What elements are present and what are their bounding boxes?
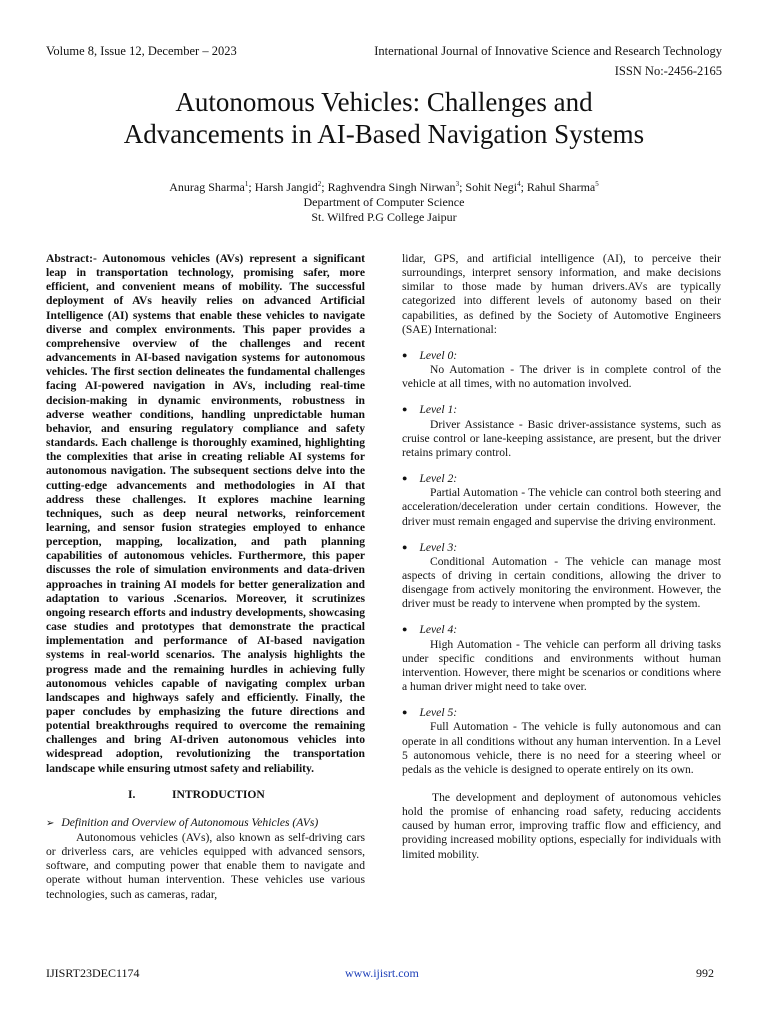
level-label: Level 0: (419, 348, 458, 362)
subsection-heading (46, 816, 365, 831)
level-item (402, 349, 721, 391)
issn: ISSN No:-2456-2165 (614, 64, 722, 78)
author-affiliation-mark: 1 (244, 180, 249, 188)
bullet-icon: ● (402, 707, 408, 718)
paper-title-line-1: Autonomous Vehicles: Challenges and (175, 87, 593, 117)
author-name: Rahul Sharma (526, 180, 596, 194)
author-name: Sohit Negi (465, 180, 518, 194)
level-description: No Automation - The driver is in complete control of the vehicle at all times, with no automation involved. (402, 363, 721, 391)
left-column (46, 252, 365, 902)
intro-paragraph-continued: lidar, GPS, and artificial intelligence (AI), to perceive their surroundings, interpret sensory information, and make decisions similar to those made by human drivers.AVs are typically categorized into different levels of autonomy based on their capabilities, as defined by the Society of Automotive Engineers (SAE) International: (402, 252, 721, 336)
section-heading (46, 788, 365, 802)
paper-id: IJISRT23DEC1174 (46, 966, 140, 980)
level-description: Driver Assistance - Basic driver-assistance systems, such as cruise control or lane-keeping assistance, are present, but the driver retains primary control. (402, 417, 721, 459)
author-affiliation-mark: 3 (455, 180, 460, 188)
arrow-bullet-icon: ➢ (46, 817, 55, 829)
abstract: Abstract:- Autonomous vehicles (AVs) represent a significant leap in transportation technology, promising safer, more efficient, and convenient means of mobility. The successful deployment of AVs heavily relies on advanced Artificial Intelligence (AI) systems that enable these vehicles to navigate diverse and complex environments. This paper provides a comprehensive overview of the challenges and recent advancements in AI-based navigation systems for autonomous vehicles. The first section delineates the fundamental challenges facing AI-powered navigation in AVs, including real-time decision-making in dynamic environments, robustness in adverse weather conditions, handling unpredictable human behavior, and ensuring regulatory compliance and safety standards. Each challenge is thoroughly examined, highlighting the complexities that arise in creating reliable AI systems for autonomous navigation. The subsequent sections delve into the cutting-edge advancements and methodologies in AI that address these challenges. It explores machine learning techniques, such as deep neural networks, reinforcement learning, and sensor fusion strategies employed to enhance perception, mapping, localization, and path planning capabilities of autonomous vehicles. Furthermore, this paper discusses the role of simulation environments and data-driven approaches in training AI models for better generalization and adaptation to various .Scenarios. Moreover, it scrutinizes ongoing research efforts and industry developments, showcasing case studies and prototypes that demonstrate the practical implementation and performance of AI-based navigation systems in real-world scenarios. The analysis highlights the progress made and the remaining hurdles in achieving fully autonomous vehicles capable of navigating complex urban landscapes and highways safely and efficiently. Finally, the paper concludes by emphasizing the future directions and potential breakthroughs required to overcome the remaining challenges and bring AI-driven autonomous vehicles into widespread adoption, revolutionizing the transportation landscape while ensuring utmost safety and reliability. (46, 252, 365, 775)
author-affiliation-mark: 4 (517, 180, 521, 188)
section-title: INTRODUCTION (172, 787, 265, 801)
author-name: Anurag Sharma (169, 180, 245, 194)
level-item (402, 623, 721, 694)
paper-title (40, 86, 728, 150)
author-name: Raghvendra Singh Nirwan (327, 180, 456, 194)
level-item (402, 541, 721, 612)
author-list: Anurag Sharma$^1$; Harsh Jangid$^2$; Raghvendra Singh Nirwan$^3$; Sohit Negi$^4$; Rahul Sharma$^5$ (169, 180, 599, 194)
page-number: 992 (696, 966, 714, 980)
level-item (402, 403, 721, 460)
level-label: Level 5: (419, 706, 458, 720)
college: St. Wilfred P.G College Jaipur (311, 210, 457, 224)
level-label: Level 1: (419, 403, 458, 417)
section-number: I. (128, 787, 136, 801)
level-description: Partial Automation - The vehicle can control both steering and acceleration/deceleration under certain conditions. However, the driver must remain engaged and supervise the driving environment. (402, 486, 721, 528)
right-column (402, 252, 721, 862)
author-affiliation-mark: 5 (595, 180, 599, 188)
level-description: High Automation - The vehicle can perform all driving tasks under specific conditions and environments without human intervention. However, there might be scenarios or conditions where a human driver might need to take over. (402, 637, 721, 694)
bullet-icon: ● (402, 473, 408, 484)
journal-website-link[interactable]: www.ijisrt.com (345, 966, 419, 980)
closing-paragraph: The development and deployment of autonomous vehicles hold the promise of enhancing road safety, reducing accidents caused by human error, improving traffic flow and efficiency, and providing increased mobility options, especially for individuals with limited mobility. (402, 791, 721, 861)
bullet-icon: ● (402, 624, 408, 635)
bullet-icon: ● (402, 349, 408, 360)
author-name: Harsh Jangid (254, 180, 318, 194)
level-item (402, 472, 721, 529)
bullet-icon: ● (402, 404, 408, 415)
paper-title-line-2: Advancements in AI-Based Navigation Systems (123, 119, 645, 149)
level-description: Conditional Automation - The vehicle can manage most aspects of driving in certain conditions, allowing the driver to disengage from actively monitoring the environment. However, the driver must be ready to intervene when prompted by the system. (402, 554, 721, 611)
intro-paragraph: Autonomous vehicles (AVs), also known as self-driving cars or driverless cars, are vehicles equipped with advanced sensors, software, and computing power that enable them to navigate and operate without human intervention. These vehicles use various technologies, such as cameras, radar, (46, 830, 365, 901)
author-affiliation-mark: 2 (317, 180, 322, 188)
journal-name: International Journal of Innovative Science and Research Technology (374, 44, 722, 58)
level-item (402, 706, 721, 777)
level-description: Full Automation - The vehicle is fully autonomous and can operate in all conditions without any human intervention. In a Level 5 autonomous vehicle, there is no need for a steering wheel or pedals as the vehicle is designed to operate entirely on its own. (402, 720, 721, 776)
level-label: Level 2: (419, 472, 458, 486)
department: Department of Computer Science (303, 195, 465, 209)
level-label: Level 4: (419, 623, 458, 637)
bullet-icon: ● (402, 541, 408, 552)
level-label: Level 3: (419, 540, 458, 554)
subsection-title: Definition and Overview of Autonomous Vehicles (AVs) (61, 815, 319, 829)
journal-volume-issue: Volume 8, Issue 12, December – 2023 (46, 44, 237, 58)
